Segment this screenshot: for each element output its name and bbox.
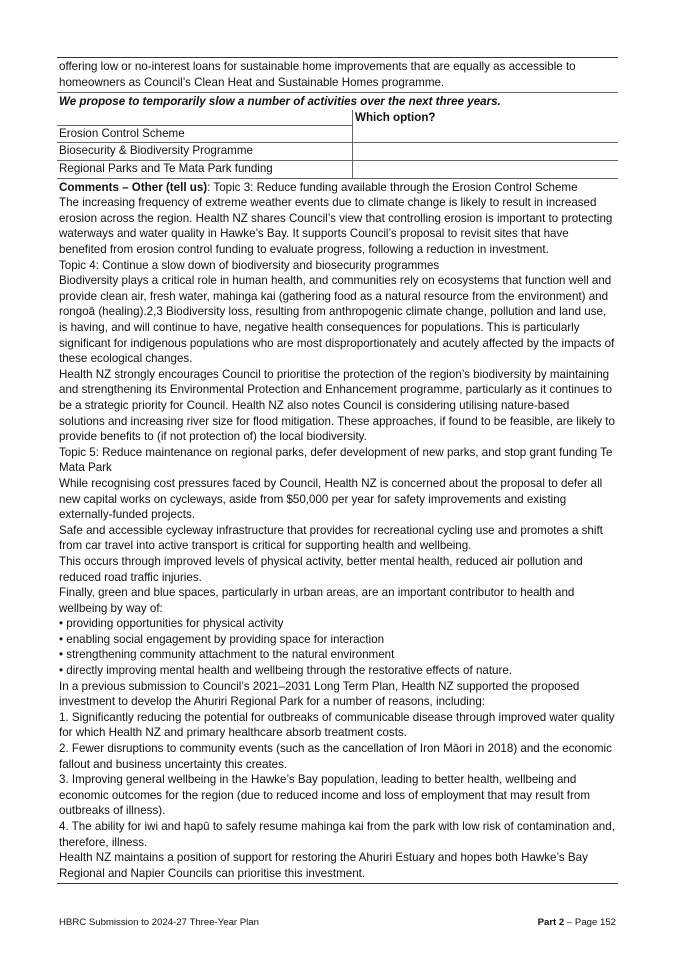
bullet-item: • strengthening community attachment to the natural environment: [59, 648, 395, 662]
numbered-item: 3. Improving general wellbeing in the Hawke’s Bay population, leading to better health, wellbeing and economic outcomes for the region (due to reduced income and loss of employment that may result from outbreaks of illness).: [59, 773, 590, 818]
comments-section: [57, 179, 618, 885]
activity-cell: Erosion Control Scheme: [57, 125, 353, 143]
comment-paragraph: In a previous submission to Council’s 2021–2031 Long Term Plan, Health NZ supported the proposed investment to develop the Ahuriri Regional Park for a number of reasons, including:: [59, 679, 580, 709]
comments-label: Comments – Other (tell us): [59, 180, 208, 194]
footer-document-title: HBRC Submission to 2024-27 Three-Year Plan: [59, 917, 259, 928]
activity-header-cell: [57, 110, 353, 126]
comment-paragraph: Safe and accessible cycleway infrastructure that provides for recreational cycling use and promotes a shift from car travel into active transport is critical for supporting health and wellbeing.: [59, 523, 603, 553]
numbered-item: 2. Fewer disruptions to community events (such as the cancellation of Iron Māori in 2018) and the economic fallout and business uncertainty this creates.: [59, 742, 612, 771]
table-row: [57, 161, 618, 179]
comment-paragraph: Health NZ strongly encourages Council to prioritise the protection of the region’s biodiversity by maintaining and strengthening its Environmental Protection and Enhancement programme, particularly as it continues to be a strategic priority for Council. Health NZ also notes Council is considering utilising nature-based solutions and increasing river size for flood mitigation. These approaches, if found to be feasible, are likely to provide benefits to (if not protection of) the local biodiversity.: [59, 367, 615, 444]
comments-topic-3: : Topic 3: Reduce funding available through the Erosion Control Scheme: [207, 180, 578, 194]
bullet-item: • directly improving mental health and wellbeing through the restorative effects of nature.: [59, 664, 513, 678]
comment-paragraph: Health NZ maintains a position of support for restoring the Ahuriri Estuary and hopes both Hawke’s Bay Regional and Napier Councils can prioritise this investment.: [59, 851, 588, 880]
intro-paragraph: offering low or no-interest loans for sustainable home improvements that are equally as accessible to homeowners as Council’s Clean Heat and Sustainable Homes programme.: [57, 58, 618, 93]
footer-page: – Page 152: [564, 917, 616, 928]
activity-cell: Regional Parks and Te Mata Park funding: [57, 161, 353, 179]
options-table-header: [57, 110, 618, 126]
table-row: [57, 125, 618, 143]
table-row: [57, 143, 618, 161]
activity-cell: Biosecurity & Biodiversity Programme: [57, 143, 353, 161]
which-option-header: Which option?: [355, 110, 436, 124]
comment-paragraph: Biodiversity plays a critical role in human health, and communities rely on ecosystems that function well and provide clean air, fresh water, mahinga kai (gathering food as a natural resource from the environment) and rongoā (healing).2,3 Biodiversity loss, resulting from anthropogenic climate change, pollution and land use, is having, and will continue to have, negative health consequences for populations. This is particularly significant for indigenous populations who are most disproportionately and acutely affected by the impacts of these ecological changes.: [59, 274, 615, 366]
comment-paragraph: Finally, green and blue spaces, particularly in urban areas, are an important contributor to health and wellbeing by way of:: [59, 586, 575, 615]
comment-paragraph: While recognising cost pressures faced by Council, Health NZ is concerned about the proposal to defer all new capital works on cycleways, aside from $50,000 per year for safety improvements and existing externally-funded projects.: [59, 476, 603, 522]
bullet-item: • providing opportunities for physical activity: [59, 617, 284, 631]
slowdown-heading: We propose to temporarily slow a number of activities over the next three years.: [59, 95, 501, 109]
numbered-item: 4. The ability for iwi and hapū to safely resume mahinga kai from the park with low risk of contamination and, therefore, illness.: [59, 820, 615, 849]
comment-paragraph: Topic 4: Continue a slow down of biodiversity and biosecurity programmes: [59, 258, 440, 272]
option-cell[interactable]: [353, 161, 619, 179]
comment-paragraph: Topic 5: Reduce maintenance on regional parks, defer development of new parks, and stop grant funding Te Mata Park: [59, 445, 613, 475]
submission-page: [57, 57, 618, 884]
comment-paragraph: The increasing frequency of extreme weather events due to climate change is likely to result in increased erosion across the region. Health NZ shares Council’s view that controlling erosion is important to protecting waterways and water quality in Hawke’s Bay. It supports Council’s proposal to revisit sites that have benefited from erosion control funding to evaluate progress, following a reduction in investment.: [59, 196, 613, 257]
options-table: [57, 110, 618, 179]
option-cell[interactable]: [353, 143, 619, 161]
footer-part: Part 2: [537, 917, 565, 928]
footer-page-number: [538, 917, 616, 929]
option-cell[interactable]: [353, 125, 619, 143]
comments-first-line: [59, 180, 616, 196]
numbered-item: 1. Significantly reducing the potential for outbreaks of communicable disease through improved water quality for which Health NZ and primary healthcare absorb treatment costs.: [59, 710, 615, 740]
comment-paragraph: This occurs through improved levels of physical activity, better mental health, reduced air pollution and reduced road traffic injuries.: [59, 554, 583, 584]
bullet-item: • enabling social engagement by providing space for interaction: [59, 632, 385, 646]
